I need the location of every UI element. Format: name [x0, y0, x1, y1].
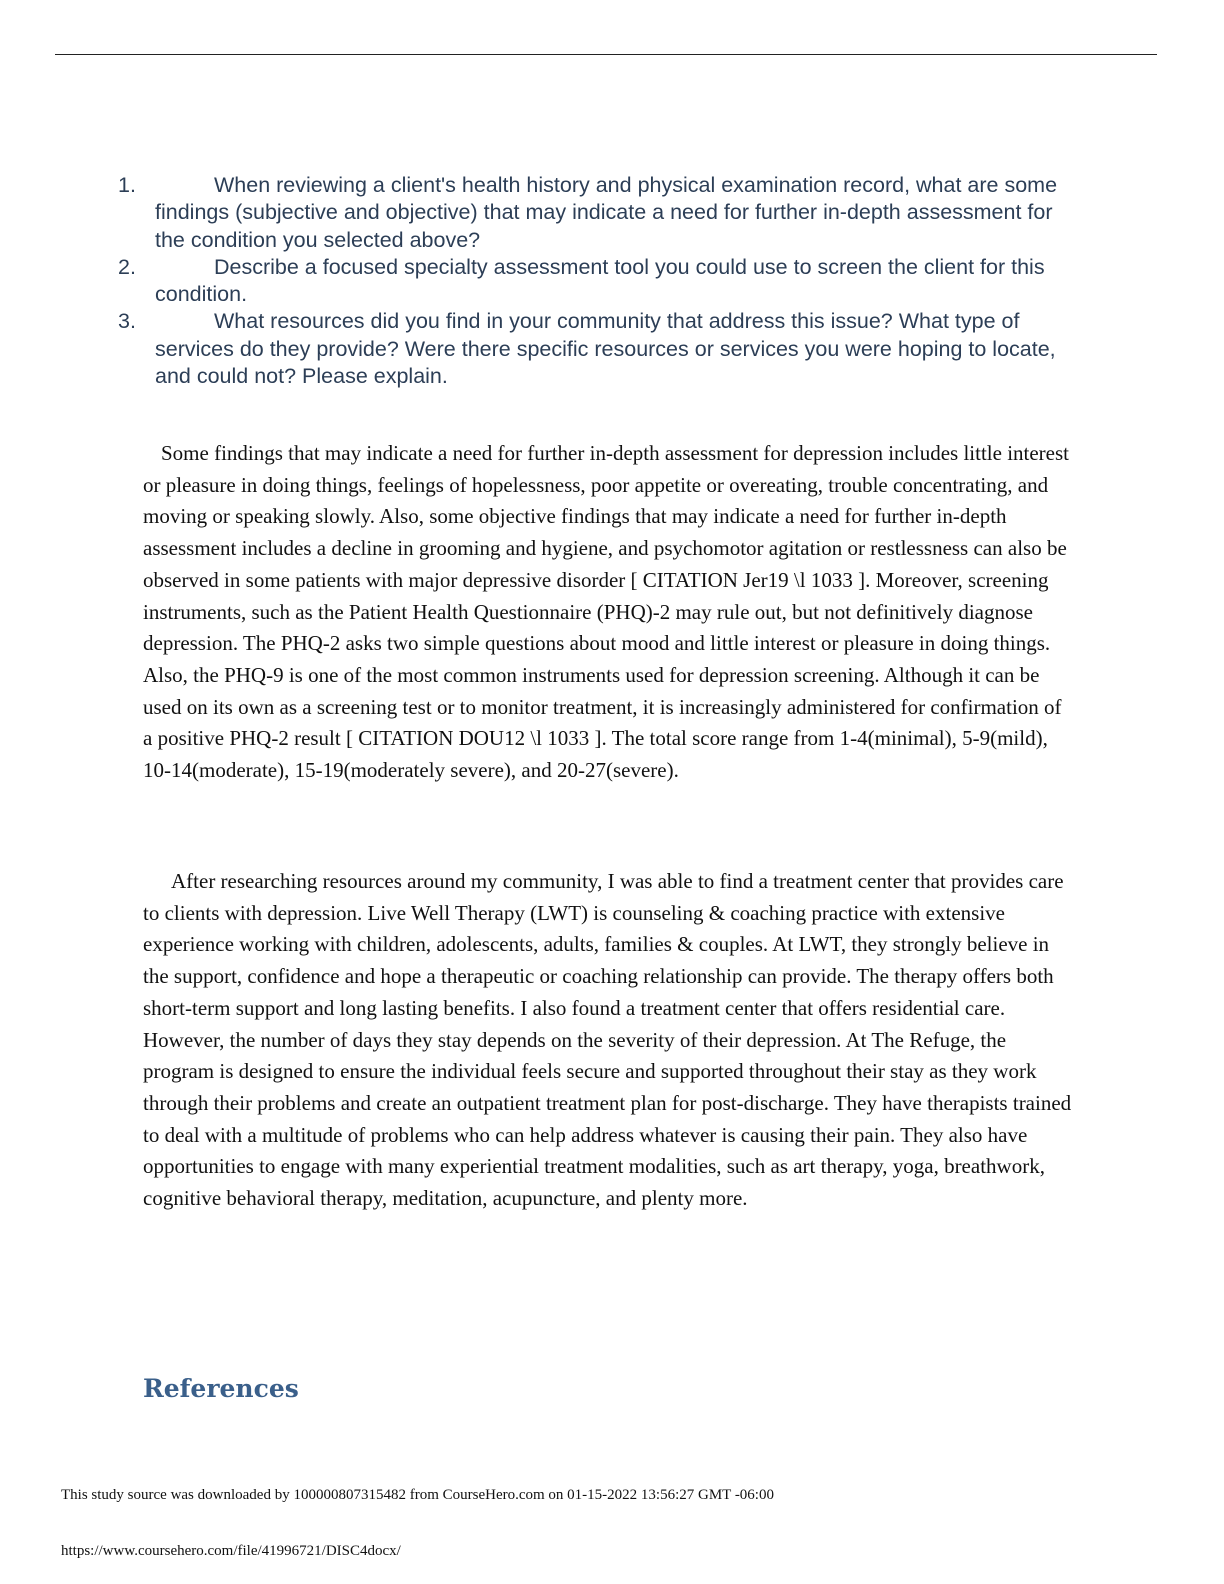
question-number: 1. [118, 173, 136, 197]
question-text: When reviewing a client's health history and physical examination record, what are some findings (subjective and objective) that may indicate a need for further in-depth assessment for the condition you selected above? [155, 173, 1058, 252]
question-number: 3. [118, 309, 136, 334]
question-text: Describe a focused specialty assessment tool you could use to screen the client for this condition. [155, 254, 1045, 307]
header-rule [55, 54, 1157, 55]
question-item [118, 254, 1078, 309]
question-text: What resources did you find in your community that address this issue? What type of services do they provide? Were there specific resources or services you were hoping to locate, and could not? Please explain. [155, 309, 1056, 389]
answer-paragraph-resources: After researching resources around my community, I was able to find a treatment center that provides care to clients with depression. Live Well Therapy (LWT) is counseling & coaching practice with extensive experience working with children, adolescents, adults, families & couples. At LWT, they strongly believe in the support, confidence and hope a therapeutic or coaching relationship can provide. The therapy offers both short-term support and long lasting benefits. I also found a treatment center that offers residential care. However, the number of days they stay depends on the severity of their depression. At The Refuge, the program is designed to ensure the individual feels secure and supported throughout their stay as they work through their problems and create an outpatient treatment plan for post-discharge. They have therapists trained to deal with a multitude of problems who can help address whatever is causing their pain. They also have opportunities to engage with many experiential treatment modalities, such as art therapy, yoga, breathwork, cognitive behavioral therapy, meditation, acupuncture, and plenty more. [143, 869, 1072, 1211]
question-number: 2. [118, 254, 136, 279]
references-heading: References [143, 1374, 299, 1403]
footer-url[interactable]: https://www.coursehero.com/file/41996721/DISC4docx/ [61, 1543, 401, 1559]
question-item [118, 308, 1078, 390]
footer-source-line: This study source was downloaded by 100000807315482 from CourseHero.com on 01-15-2022 13:56:27 GMT -06:00 [61, 1487, 774, 1503]
question-item [118, 172, 1078, 254]
question-list [118, 172, 1078, 390]
answer-paragraph-assessment: Some findings that may indicate a need for further in-depth assessment for depression includes little interest or pleasure in doing things, feelings of hopelessness, poor appetite or overeating, trouble concentrating, and moving or speaking slowly. Also, some objective findings that may indicate a need for further in-depth assessment includes a decline in grooming and hygiene, and psychomotor agitation or restlessness can also be observed in some patients with major depressive disorder [ CITATION Jer19 \l 1033 ]. Moreover, screening instruments, such as the Patient Health Questionnaire (PHQ)-2 may rule out, but not definitively diagnose depression. The PHQ-2 asks two simple questions about mood and little interest or pleasure in doing things. Also, the PHQ-9 is one of the most common instruments used for depression screening. Although it can be used on its own as a screening test or to monitor treatment, it is increasingly administered for confirmation of a positive PHQ-2 result [ CITATION DOU12 \l 1033 ]. The total score range from 1-4(minimal), 5-9(mild), 10-14(moderate), 15-19(moderately severe), and 20-27(severe). [143, 441, 1070, 783]
